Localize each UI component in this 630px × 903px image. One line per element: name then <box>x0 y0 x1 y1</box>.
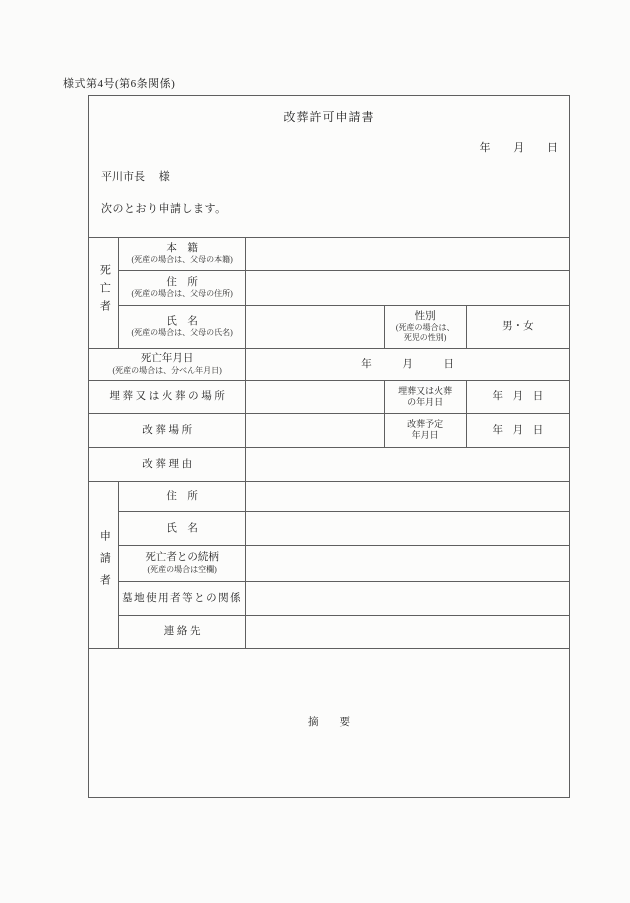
reburial-date-label-line1: 改葬予定 <box>407 419 444 430</box>
applicant-name-label-cell: 氏 名 <box>119 511 246 545</box>
name-label: 氏 名 <box>166 315 198 327</box>
reburial-date-value-cell: 年 月 日 <box>466 413 569 447</box>
burial-date-value-cell: 年 月 日 <box>466 380 569 413</box>
burial-date-label-cell <box>384 380 466 413</box>
reburial-date-label-cell <box>384 413 466 447</box>
reburial-reason-value-cell <box>246 447 570 481</box>
row-applicant-name <box>89 511 570 545</box>
burial-place-value-cell <box>246 380 384 413</box>
row-reburial-reason <box>89 447 570 481</box>
intro-text: 次のとおり申請します。 <box>101 203 227 216</box>
relation-label-cell <box>119 545 246 581</box>
row-remarks <box>89 648 570 797</box>
applicant-group-cell <box>89 481 119 648</box>
address-label: 住 所 <box>166 276 198 288</box>
deceased-group-cell <box>89 237 119 348</box>
death-date-value-cell: 年 月 日 <box>246 348 570 380</box>
gender-label: 性別 <box>414 310 436 322</box>
relation-note: (死産の場合は空欄) <box>147 564 217 574</box>
address-label-cell <box>119 270 246 305</box>
domicile-value-cell <box>246 237 570 270</box>
applicant-address-value-cell <box>246 481 570 511</box>
domicile-label: 本 籍 <box>166 242 198 254</box>
address-note: (死産の場合は、父母の住所) <box>131 289 233 299</box>
remarks-area <box>89 648 570 797</box>
burial-date-label-line2: の年月日 <box>407 396 444 407</box>
applicant-name-value-cell <box>246 511 570 545</box>
row-relation <box>89 545 570 581</box>
name-note: (死産の場合は、父母の氏名) <box>131 328 233 338</box>
row-burial-place <box>89 380 570 413</box>
reburial-place-value-cell <box>246 413 384 447</box>
burial-place-label-cell: 埋 葬 又 は 火 葬 の 場 所 <box>89 380 246 413</box>
death-date-label-cell <box>89 348 246 380</box>
domicile-label-cell <box>119 237 246 270</box>
name-value-cell <box>246 305 384 348</box>
row-applicant-address <box>89 481 570 511</box>
name-label-cell <box>119 305 246 348</box>
addressee: 平川市長 様 <box>101 171 170 184</box>
deceased-group-label: 死亡者 <box>98 263 111 318</box>
address-value-cell <box>246 270 570 305</box>
death-date-note: (死産の場合は、分べん年月日) <box>112 365 222 375</box>
remarks-label: 摘 要 <box>308 717 350 729</box>
contact-value-cell <box>246 615 570 648</box>
burial-date-label-line1: 埋葬又は火葬 <box>398 385 453 396</box>
death-date-label: 死亡年月日 <box>140 353 194 365</box>
form-table <box>88 237 570 798</box>
row-grave-relation <box>89 581 570 615</box>
row-domicile <box>89 237 570 270</box>
row-reburial-place <box>89 413 570 447</box>
form-box <box>88 95 570 797</box>
header-date: 年 月 日 <box>479 141 558 154</box>
relation-value-cell <box>246 545 570 581</box>
form-title: 改葬許可申請書 <box>283 110 375 125</box>
gender-value-cell: 男・女 <box>466 305 569 348</box>
contact-label-cell: 連 絡 先 <box>119 615 246 648</box>
grave-relation-value-cell <box>246 581 570 615</box>
grave-relation-label-cell: 墓地使用者等との関係 <box>119 581 246 615</box>
gender-note-line2: 死児の性別) <box>403 333 447 343</box>
row-name <box>89 305 570 348</box>
form-code: 様式第4号(第6条関係) <box>63 78 176 90</box>
reburial-place-label-cell: 改 葬 場 所 <box>89 413 246 447</box>
domicile-note: (死産の場合は、父母の本籍) <box>131 255 233 265</box>
applicant-group-label: 申請者 <box>98 529 111 596</box>
row-contact <box>89 615 570 648</box>
row-death-date <box>89 348 570 380</box>
gender-note-line1: (死産の場合は、 <box>395 323 455 333</box>
reburial-reason-label-cell: 改 葬 理 由 <box>89 447 246 481</box>
relation-label: 死亡者との続柄 <box>145 552 219 564</box>
reburial-date-label-line2: 年月日 <box>411 430 439 441</box>
applicant-address-label-cell: 住 所 <box>119 481 246 511</box>
row-address <box>89 270 570 305</box>
gender-label-cell <box>384 305 466 348</box>
